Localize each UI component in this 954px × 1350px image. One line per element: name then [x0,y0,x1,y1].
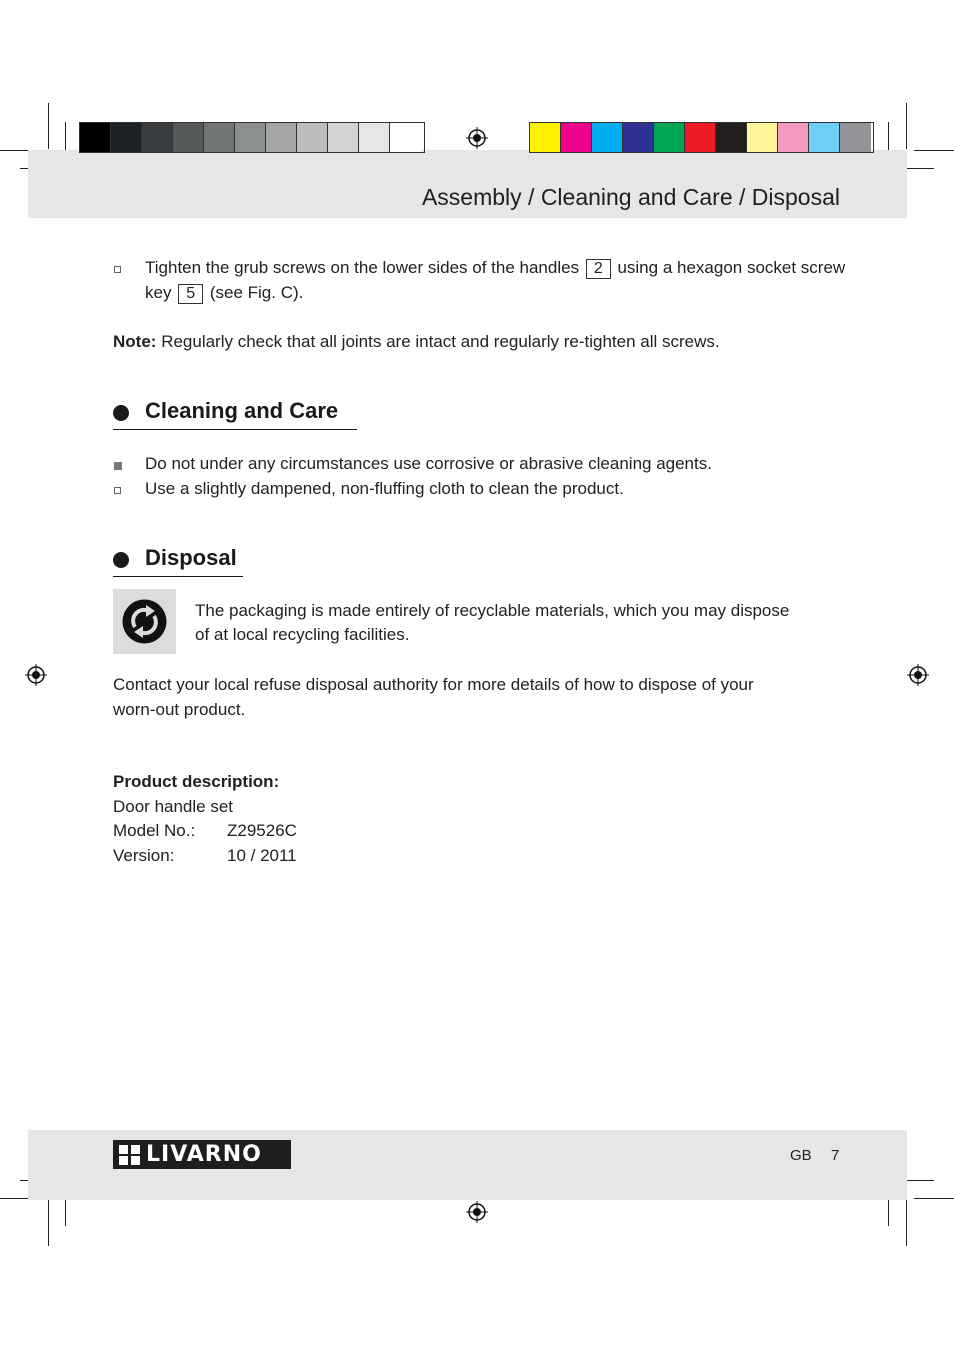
color-swatch [266,123,297,152]
color-swatch [235,123,266,152]
section-bullet-icon [113,552,129,568]
contact-text-line1: Contact your local refuse disposal authority for more details of how to dispose of your [113,675,754,694]
model-value: Z29526C [227,821,297,840]
bullet-icon [114,487,121,494]
color-swatch [685,123,716,152]
cleaning-item: Do not under any circumstances use corrosive or abrasive cleaning agents. [145,454,712,473]
color-swatch [561,123,592,152]
section-underline [113,429,357,430]
registration-mark-icon [466,1201,488,1223]
color-swatch [592,123,623,152]
assembly-step-text: (see Fig. C). [209,283,304,302]
color-swatch [142,123,173,152]
color-swatch [173,123,204,152]
color-swatch [359,123,390,152]
crop-mark [914,150,954,151]
section-underline [113,576,243,577]
process-color-bar [529,122,874,153]
assembly-step-line2 [145,280,303,305]
brand-name: LIVARNO [146,1142,262,1167]
section-title-cleaning: Cleaning and Care [145,398,339,423]
color-swatch [328,123,359,152]
assembly-step-text: using a hexagon socket screw [617,258,846,277]
crop-mark [914,1198,954,1199]
color-swatch [297,123,328,152]
color-swatch [747,123,778,152]
bullet-icon [114,266,121,273]
page-number: 7 [831,1147,840,1164]
contact-text-line2: worn-out product. [113,700,246,719]
registration-mark-icon [25,664,47,686]
packaging-text-line1: The packaging is made entirely of recyclable materials, which you may dispose [195,601,790,620]
version-value: 10 / 2011 [227,846,297,865]
color-swatch [778,123,809,152]
cleaning-item: Use a slightly dampened, non-fluffing cloth to clean the product. [145,479,624,498]
crop-mark [48,103,49,149]
bullet-icon [114,462,122,470]
part-reference: 2 [586,259,611,279]
note-text: Regularly check that all joints are intact and regularly re-tighten all screws. [161,332,720,351]
assembly-step-text: key [145,283,172,302]
color-swatch [623,123,654,152]
assembly-step-line1 [145,255,845,280]
crop-mark [48,1200,49,1246]
product-name: Door handle set [113,797,234,816]
registration-mark-icon [466,127,488,149]
product-description-heading: Product description: [113,772,280,791]
color-swatch [654,123,685,152]
part-reference: 5 [178,284,203,304]
color-swatch [809,123,840,152]
color-swatch [204,123,235,152]
color-swatch [80,123,111,152]
note [113,329,720,354]
packaging-text-line2: of at local recycling facilities. [195,625,410,644]
brand-logo [113,1140,291,1169]
color-swatch [111,123,142,152]
language-code: GB [790,1147,812,1164]
color-swatch [390,123,421,152]
page-title: Assembly / Cleaning and Care / Disposal [421,184,840,210]
crop-mark [906,1200,907,1246]
recycling-symbol-icon [113,589,176,654]
version-label: Version: [113,846,175,865]
section-title-disposal: Disposal [145,545,237,570]
crop-mark [906,103,907,149]
color-swatch [530,123,561,152]
grayscale-color-bar [79,122,425,153]
section-bullet-icon [113,405,129,421]
note-label: Note: [113,332,157,351]
registration-mark-icon [907,664,929,686]
model-label: Model No.: [113,821,196,840]
color-swatch [840,123,871,152]
assembly-step-text: Tighten the grub screws on the lower sides of the handles [145,258,580,277]
logo-squares-icon [119,1145,141,1165]
color-swatch [716,123,747,152]
